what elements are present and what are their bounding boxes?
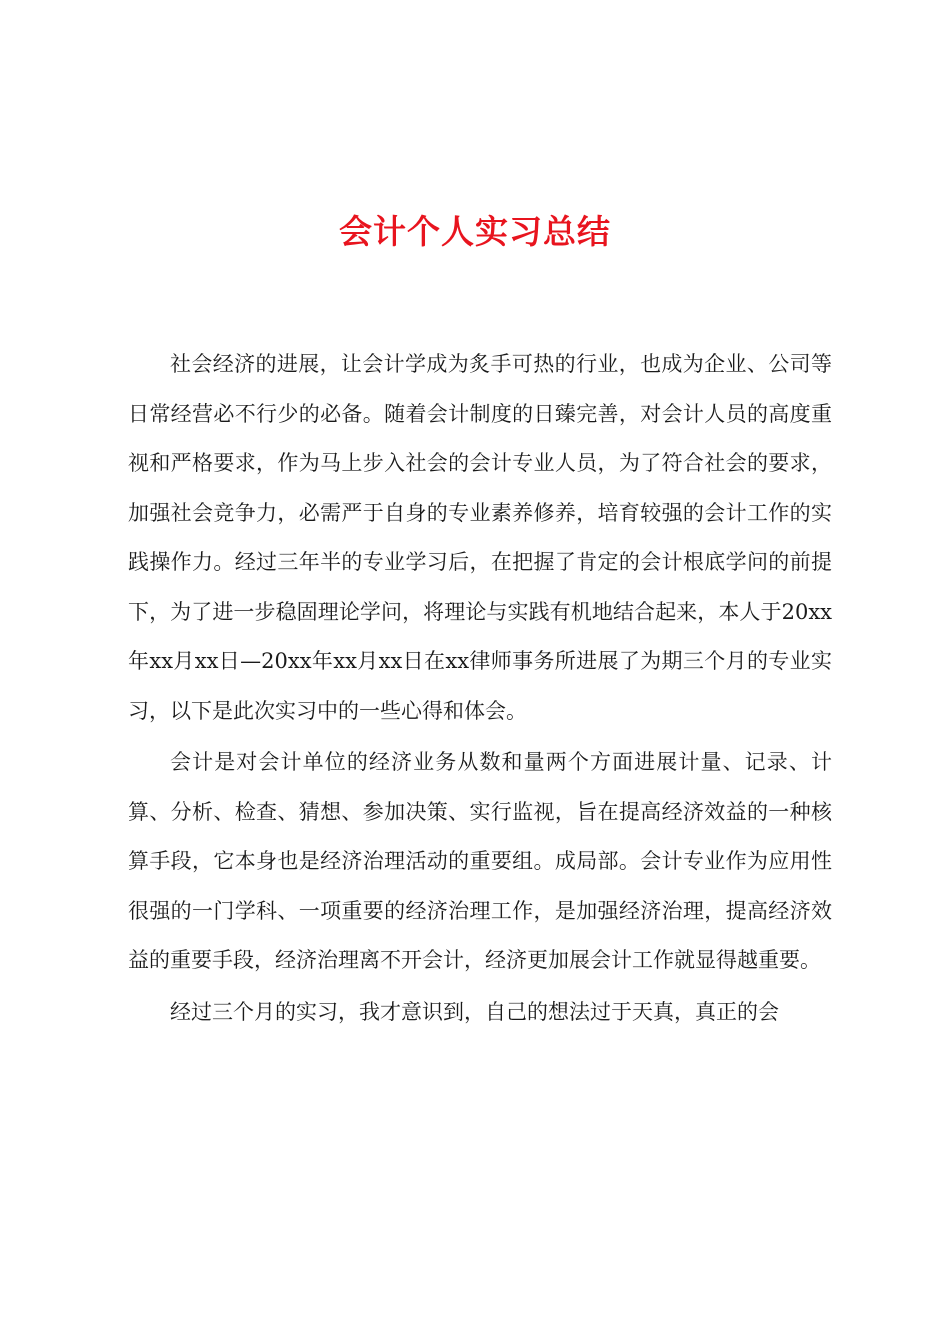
- paragraph-1: 社会经济的进展，让会计学成为炙手可热的行业，也成为企业、公司等日常经营必不行少的必备。随着会计制度的日臻完善，对会计人员的高度重视和严格要求，作为马上步入社会的会计专业人员，为了符合社会的要求，加强社会竞争力，必需严于自身的专业素养修养，培育较强的会计工作的实践操作力。经过三年半的专业学习后，在把握了肯定的会计根底学问的前提下，为了进一步稳固理论学问，将理论与实践有机地结合起来，本人于20xx年xx月xx日—20xx年xx月xx日在xx律师事务所进展了为期三个月的专业实习，以下是此次实习中的一些心得和体会。: [128, 352, 832, 723]
- paragraph-3: 经过三个月的实习，我才意识到，自己的想法过于天真，真正的会: [170, 999, 779, 1024]
- paragraph-2: 会计是对会计单位的经济业务从数和量两个方面进展计量、记录、计算、分析、检查、猜想、参加决策、实行监视，旨在提高经济效益的一种核算手段，它本身也是经济治理活动的重要组。成局部。会计专业作为应用性很强的一门学科、一项重要的经济治理工作，是加强经济治理，提高经济效益的重要手段，经济治理离不开会计，经济更加展会计工作就显得越重要。: [128, 750, 832, 972]
- document-body: [128, 340, 832, 1039]
- document-title: 会计个人实习总结: [339, 212, 611, 251]
